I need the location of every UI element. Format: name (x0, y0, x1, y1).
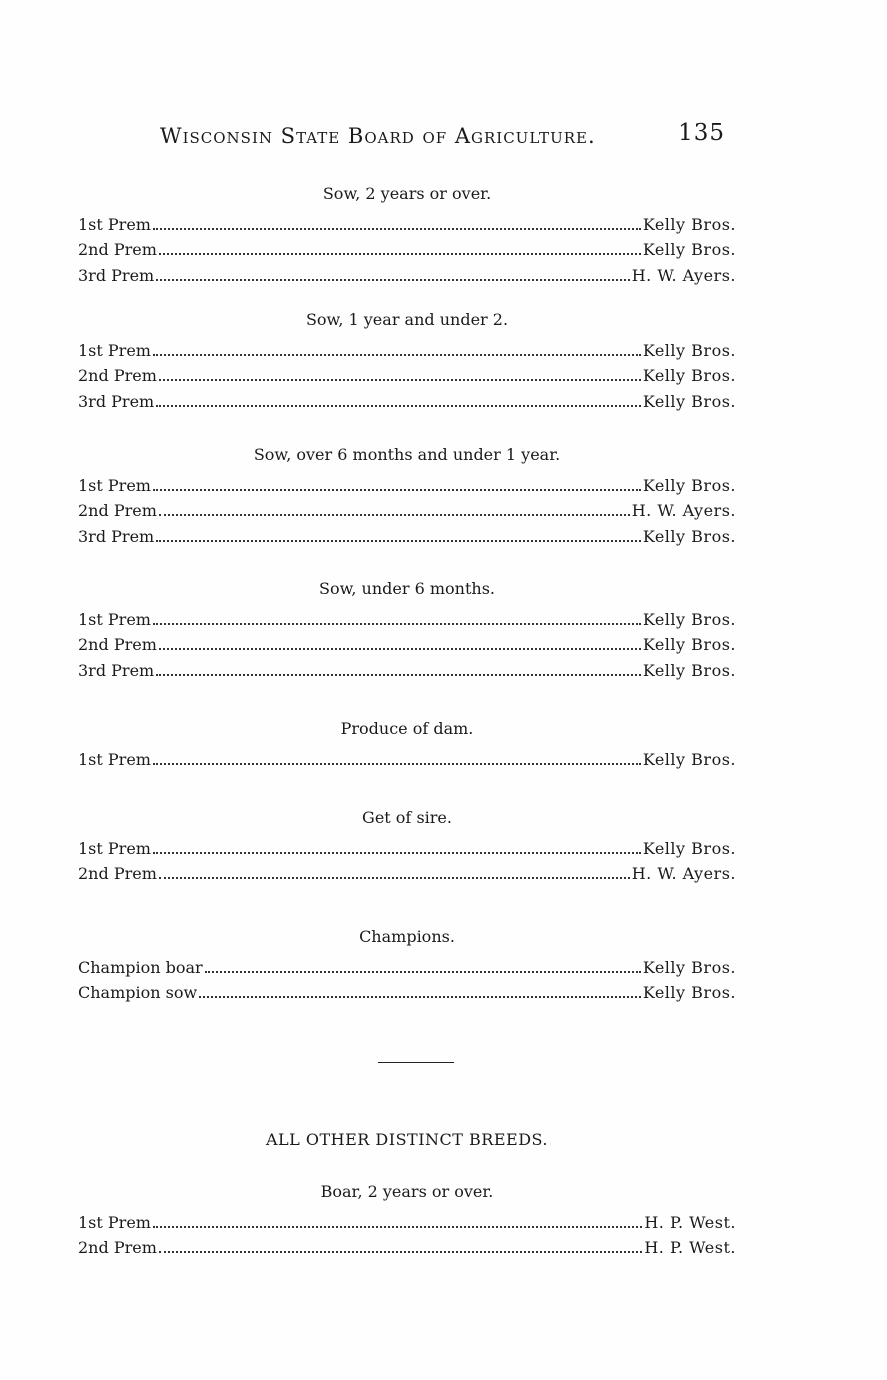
breed-heading: ALL OTHER DISTINCT BREEDS. (265, 1130, 548, 1149)
award-winner: Kelly Bros. (642, 660, 736, 680)
section-title: Boar, 2 years or over. (320, 1182, 494, 1201)
section-sow-over-6-months (78, 444, 736, 547)
award-entry (78, 978, 736, 1004)
award-winner: Kelly Bros. (642, 635, 736, 654)
award-entry (78, 1233, 736, 1259)
section-sow-2-years (78, 183, 736, 286)
dot-leader (199, 996, 641, 998)
award-label: 3rd Prem (78, 526, 155, 546)
section-title: Sow, 2 years or over. (322, 184, 492, 203)
section-title: Produce of dam. (340, 719, 474, 738)
award-label: 2nd Prem (78, 240, 157, 259)
award-entry (78, 859, 736, 885)
award-entry (78, 744, 736, 770)
running-head (160, 120, 725, 154)
award-label: 3rd Prem (78, 660, 155, 680)
dot-leader (159, 648, 641, 650)
dot-leader (156, 279, 629, 281)
award-entry (78, 470, 736, 496)
award-winner: Kelly Bros. (642, 340, 736, 360)
dot-leader (156, 405, 641, 407)
award-label: 1st Prem (78, 340, 151, 360)
award-winner: H. P. West. (644, 1238, 736, 1257)
award-entry (78, 630, 736, 656)
award-label: 1st Prem (78, 1212, 151, 1232)
dot-leader (159, 1251, 642, 1253)
running-title: Wisconsin State Board of Agriculture. (160, 124, 596, 148)
award-winner: H. W. Ayers. (631, 501, 736, 520)
award-entry (78, 496, 736, 522)
award-entry (78, 209, 736, 235)
award-winner: Kelly Bros. (642, 957, 736, 977)
award-winner: Kelly Bros. (642, 366, 736, 385)
section-title: Champions. (359, 927, 455, 946)
award-winner: H. W. Ayers. (631, 864, 736, 883)
dot-leader (153, 489, 641, 491)
section-title: Sow, over 6 months and under 1 year. (253, 445, 561, 464)
award-label: 2nd Prem (78, 366, 157, 385)
award-label: 3rd Prem (78, 391, 155, 411)
award-label: Champion sow (78, 983, 198, 1002)
award-winner: Kelly Bros. (642, 526, 736, 546)
award-entry (78, 1207, 736, 1233)
award-entry (78, 335, 736, 361)
section-sow-1-year (78, 309, 736, 412)
page-number: 135 (678, 120, 725, 146)
award-entry (78, 604, 736, 630)
dot-leader (205, 971, 641, 973)
award-winner: Kelly Bros. (642, 240, 736, 259)
award-entry (78, 655, 736, 681)
dot-leader (159, 877, 630, 879)
award-winner: H. P. West. (644, 1212, 736, 1232)
award-winner: Kelly Bros. (642, 838, 736, 858)
section-title: Sow, under 6 months. (318, 579, 496, 598)
dot-leader (153, 354, 641, 356)
award-entry (78, 235, 736, 261)
award-winner: Kelly Bros. (642, 391, 736, 411)
award-label: 1st Prem (78, 749, 151, 769)
dot-leader (156, 674, 641, 676)
award-label: 1st Prem (78, 475, 151, 495)
award-winner: Kelly Bros. (642, 609, 736, 629)
award-label: 1st Prem (78, 214, 151, 234)
section-boar-2-years (78, 1181, 736, 1258)
award-label: 2nd Prem (78, 864, 157, 883)
award-entry (78, 361, 736, 387)
section-sow-under-6-months (78, 578, 736, 681)
award-winner: Kelly Bros. (642, 475, 736, 495)
award-entry (78, 386, 736, 412)
award-label: 1st Prem (78, 838, 151, 858)
award-label: 2nd Prem (78, 635, 157, 654)
section-champions (78, 926, 736, 1003)
award-label: 3rd Prem (78, 265, 155, 285)
dot-leader (153, 852, 641, 854)
dot-leader (159, 514, 630, 516)
award-winner: H. W. Ayers. (631, 265, 736, 285)
award-label: 2nd Prem (78, 501, 157, 520)
section-get-of-sire (78, 807, 736, 884)
award-entry (78, 952, 736, 978)
dot-leader (153, 623, 641, 625)
award-entry (78, 260, 736, 286)
dot-leader (153, 228, 641, 230)
award-winner: Kelly Bros. (642, 214, 736, 234)
award-winner: Kelly Bros. (642, 749, 736, 769)
award-winner: Kelly Bros. (642, 983, 736, 1002)
section-divider-rule (378, 1062, 454, 1063)
dot-leader (156, 540, 641, 542)
award-entry (78, 521, 736, 547)
dot-leader (159, 253, 641, 255)
section-produce-of-dam (78, 718, 736, 770)
award-label: 2nd Prem (78, 1238, 157, 1257)
award-label: Champion boar (78, 957, 203, 977)
section-title: Get of sire. (362, 808, 452, 827)
award-label: 1st Prem (78, 609, 151, 629)
section-title: Sow, 1 year and under 2. (305, 310, 509, 329)
award-entry (78, 833, 736, 859)
dot-leader (153, 763, 641, 765)
dot-leader (153, 1226, 642, 1228)
dot-leader (159, 379, 641, 381)
